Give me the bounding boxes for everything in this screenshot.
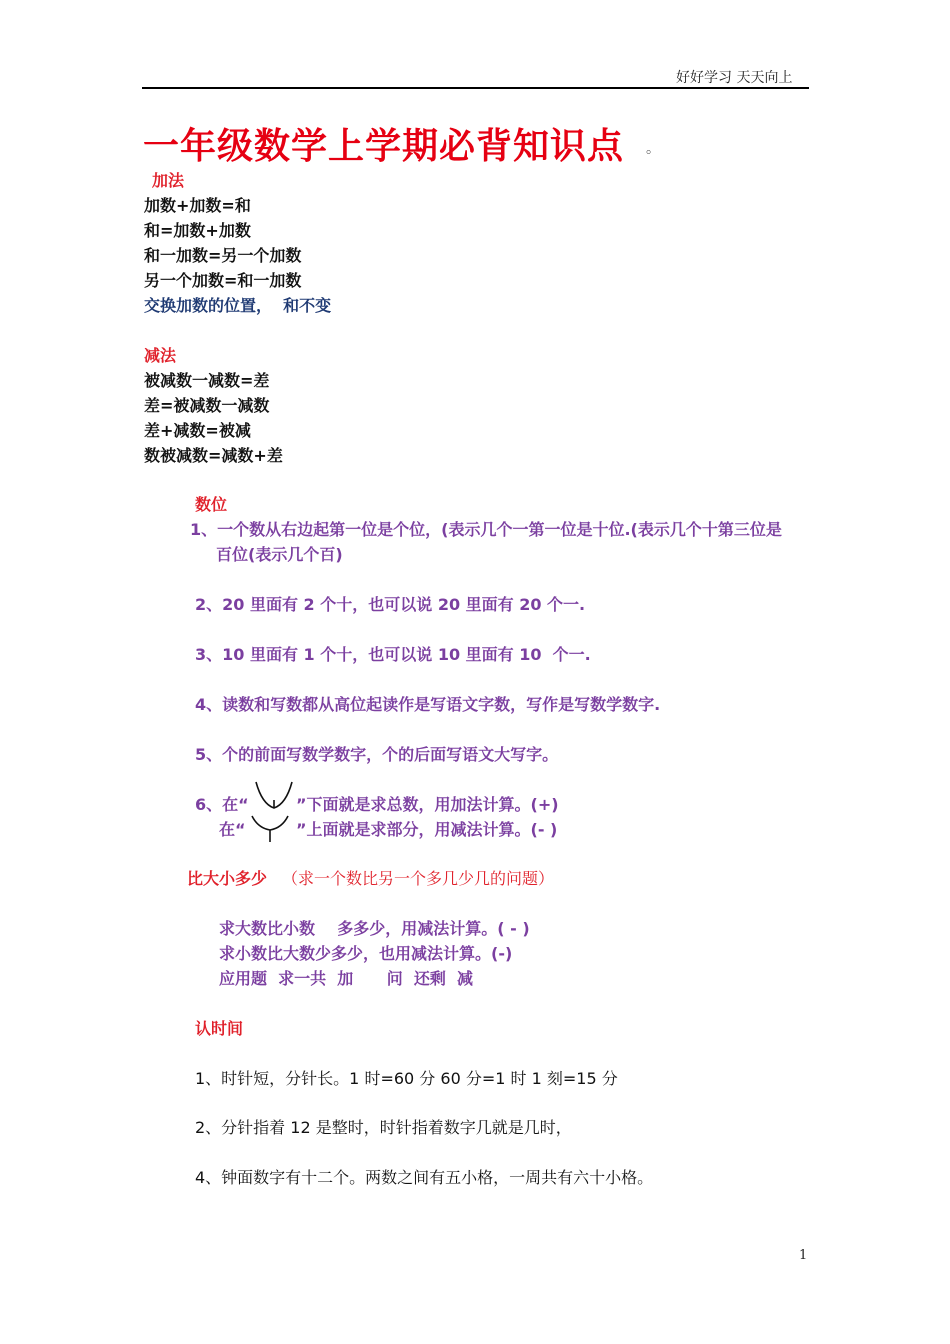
compare-line-3: 应用题 求一共 加 问 还剩 减	[219, 969, 473, 988]
subtraction-line-4: 数被减数=减数+差	[144, 446, 283, 465]
addition-line-4: 另一个加数=和一加数	[144, 271, 302, 290]
subtraction-line-1: 被减数一减数=差	[144, 371, 270, 390]
compare-line-1: 求大数比小数 多多少，用减法计算。( - )	[219, 919, 530, 938]
time-heading: 认时间	[195, 1019, 244, 1038]
place-value-item-6-suffix: ”下面就是求总数，用加法计算。(+)	[296, 795, 559, 814]
subtraction-line-3: 差+减数=被减	[144, 421, 251, 440]
merge-brace-icon	[252, 778, 296, 812]
compare-note: （求一个数比另一个多几少几的问题）	[282, 869, 555, 888]
place-value-item-3: 3、10 里面有 1 个十，也可以说 10 里面有 10 个一.	[195, 645, 591, 664]
page-number: 1	[799, 1248, 808, 1263]
title-mark: 。	[646, 141, 660, 157]
place-value-item-1-line-1: 1、一个数从右边起第一位是个位，(表示几个一第一位是十位.(表示几个十第三位是	[190, 520, 782, 539]
place-value-item-6-prefix: 6、在“	[195, 795, 249, 814]
time-item-1: 1、时针短，分针长。1 时=60 分 60 分=1 时 1 刻=15 分	[195, 1069, 618, 1088]
page-title: 一年级数学上学期必背知识点	[143, 126, 625, 167]
split-brace-icon	[248, 810, 292, 844]
place-value-heading: 数位	[195, 495, 228, 514]
place-value-item-4: 4、读数和写数都从高位起读作是写语文字数，写作是写数学数字.	[195, 695, 661, 714]
addition-line-1: 加数+加数=和	[144, 196, 251, 215]
subtraction-line-2: 差=被减数一减数	[144, 396, 270, 415]
place-value-item-6b-suffix: ”上面就是求部分，用减法计算。(- )	[296, 820, 558, 839]
header-text: 好好学习 天天向上	[676, 70, 793, 86]
time-item-4: 4、钟面数字有十二个。两数之间有五小格，一周共有六十小格。	[195, 1168, 654, 1187]
addition-rule: 交换加数的位置， 和不变	[144, 296, 332, 315]
place-value-item-6b-prefix: 在“	[219, 820, 246, 839]
place-value-item-5: 5、个的前面写数学数字，个的后面写语文大写字。	[195, 745, 559, 764]
place-value-item-2: 2、20 里面有 2 个十，也可以说 20 里面有 20 个一.	[195, 595, 586, 614]
compare-heading: 比大小多少	[187, 869, 268, 888]
subtraction-heading: 减法	[144, 346, 177, 365]
compare-line-2: 求小数比大数少多少，也用减法计算。(-)	[219, 944, 513, 963]
addition-line-3: 和一加数=另一个加数	[144, 246, 302, 265]
addition-heading: 加法	[152, 171, 185, 190]
time-item-2: 2、分针指着 12 是整时，时针指着数字几就是几时，	[195, 1118, 572, 1137]
place-value-item-1-line-2: 百位(表示几个百)	[216, 545, 343, 564]
addition-line-2: 和=加数+加数	[144, 221, 251, 240]
header-divider	[142, 87, 809, 89]
